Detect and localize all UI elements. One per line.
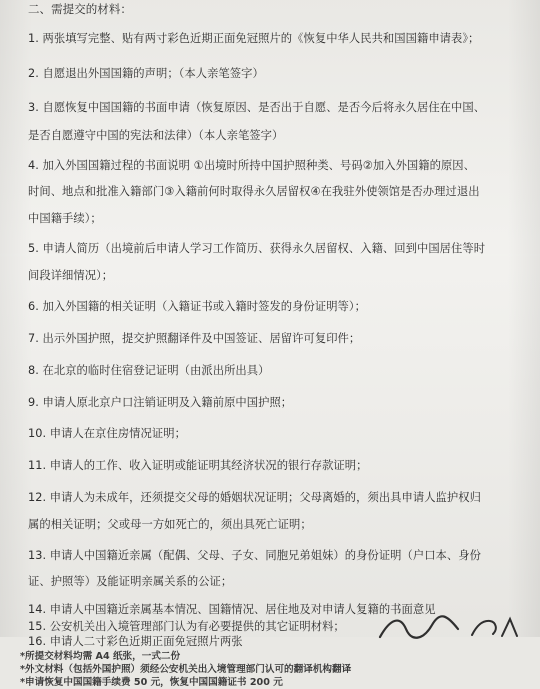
document-line-11: 7. 出示外国护照，提交护照翻译件及中国签证、居留许可复印件； — [28, 332, 361, 345]
document-line-1: 1. 两张填写完整、贴有两寸彩色近期正面免冠照片的《恢复中华人民共和国国籍申请表》； — [28, 32, 480, 45]
document-line-12: 8. 在北京的临时住宿登记证明（由派出所出具） — [28, 364, 270, 377]
document-line-3: 3. 自愿恢复中国国籍的书面申请（恢复原因、是否出于自愿、是否今后将永久居住在中国、 — [28, 101, 486, 114]
handwritten-signature-mark — [372, 611, 522, 641]
document-line-13: 9. 申请人原北京户口注销证明及入籍前原中国护照； — [28, 396, 293, 409]
document-line-17: 属的相关证明；父或母一方如死亡的，须出具死亡证明； — [28, 518, 312, 531]
note-line-3: *申请恢复中国国籍手续费 50 元，恢复中国国籍证书 200 元 — [20, 677, 283, 688]
document-line-14: 10. 申请人在京住房情况证明； — [28, 427, 186, 440]
document-line-8: 5. 申请人简历（出境前后申请人学习工作简历、获得永久居留权、入籍、回到中国居住等时 — [28, 242, 486, 255]
document-line-16: 12. 申请人为未成年，还须提交父母的婚姻状况证明；父母离婚的，须出具申请人监护权归 — [28, 491, 481, 504]
document-line-20: 14. 申请人中国籍近亲属基本情况、国籍情况、居住地及对申请人复籍的书面意见 — [28, 603, 436, 616]
document-line-7: 中国籍手续）； — [28, 212, 102, 225]
document-line-5: 4. 加入外国国籍过程的书面说明 ①出境时所持中国护照种类、号码②加入外国籍的原因、 — [28, 159, 476, 172]
note-line-1: *所提交材料均需 A4 纸张，一式二份 — [20, 651, 181, 662]
document-line-10: 6. 加入外国籍的相关证明（入籍证书或入籍时签发的身份证明等）； — [28, 300, 366, 313]
section-heading: 二、需提交的材料： — [28, 2, 132, 16]
note-line-2: *外文材料（包括外国护照）须经公安机关出入境管理部门认可的翻译机构翻译 — [20, 664, 352, 675]
document-line-22: 16. 申请人二寸彩色近期正面免冠照片两张 — [28, 635, 243, 648]
document-line-18: 13. 申请人中国籍近亲属（配偶、父母、子女、同胞兄弟姐妹）的身份证明（户口本、身份 — [28, 549, 481, 562]
document-line-2: 2. 自愿退出外国国籍的声明；（本人亲笔签字） — [28, 67, 264, 80]
document-line-9: 间段详细情况）； — [28, 269, 114, 282]
document-line-6: 时间、地点和批准入籍部门③入籍前何时取得永久居留权④在我驻外使领馆是否办理过退出 — [28, 185, 480, 198]
document-line-4: 是否自愿遵守中国的宪法和法律）（本人亲笔签字） — [28, 129, 284, 142]
document-line-19: 证、护照等）及能证明亲属关系的公证； — [28, 575, 233, 588]
document-line-15: 11. 申请人的工作、收入证明或能证明其经济状况的银行存款证明； — [28, 459, 368, 472]
document-line-21: 15. 公安机关出入境管理部门认为有必要提供的其它证明材料； — [28, 620, 345, 633]
